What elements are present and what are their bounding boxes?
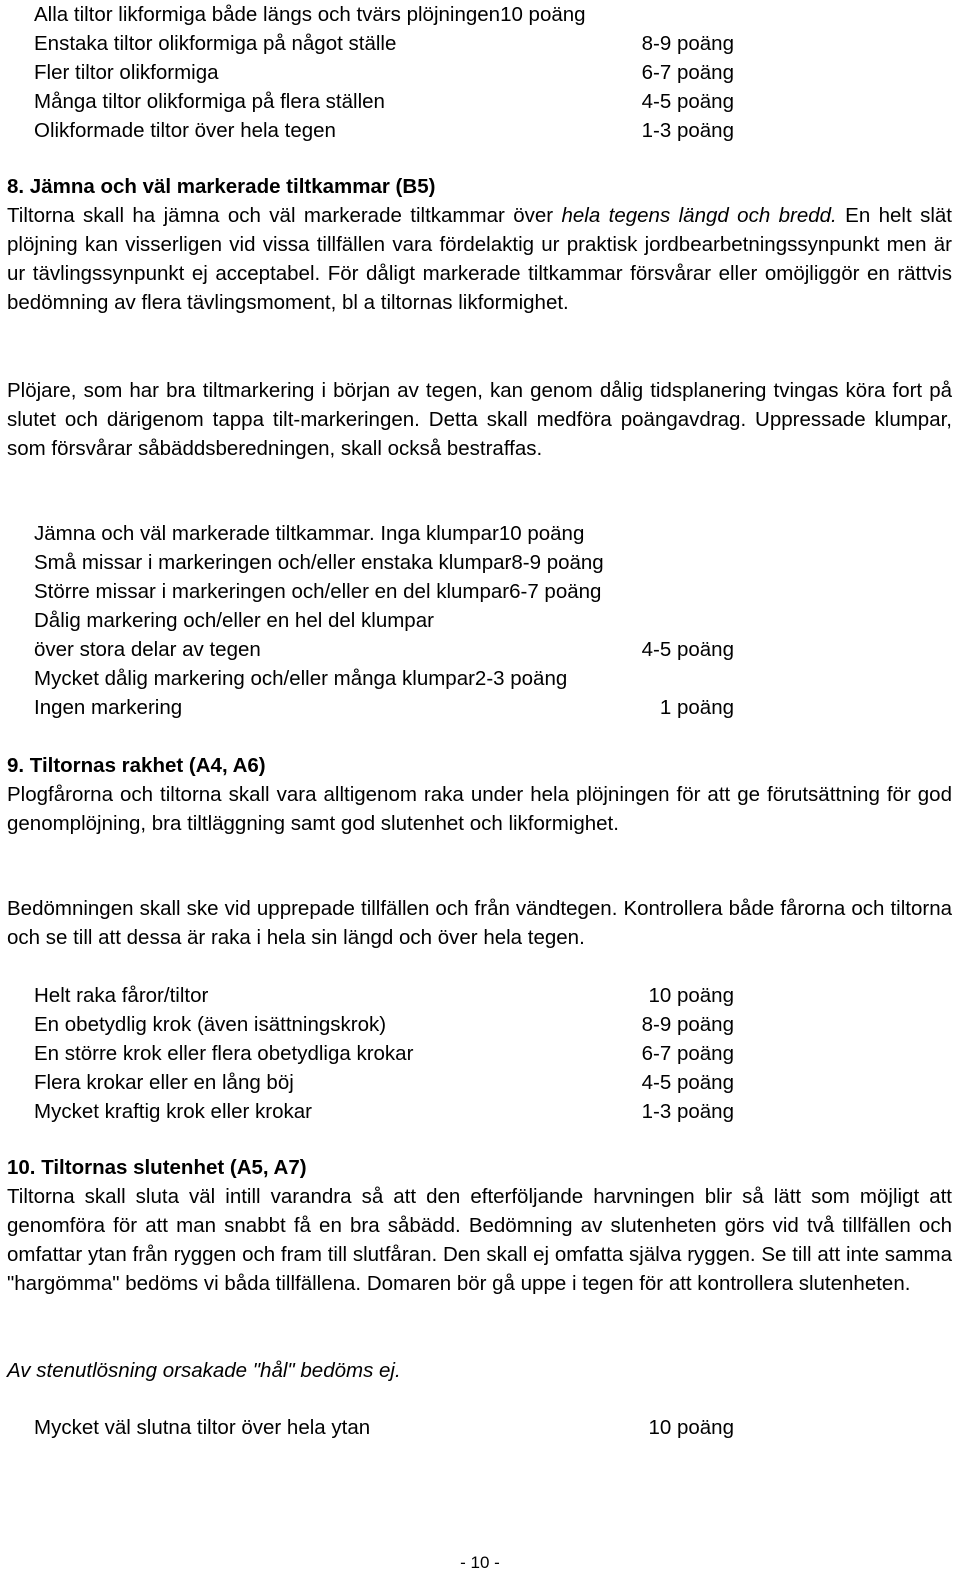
score-row: Jämna och väl markerade tiltkammar. Inga klumpar10 poäng bbox=[34, 522, 585, 545]
score-row-text: Alla tiltor likformiga både längs och tvärs plöjningen10 poäng bbox=[34, 3, 586, 26]
section-9-heading: 9. Tiltornas rakhet (A4, A6) bbox=[7, 754, 266, 777]
score-row bbox=[34, 0, 734, 29]
score-row: Mycket väl slutna tiltor över hela ytan 10 poäng bbox=[34, 1416, 734, 1439]
score-row-points: 6-7 poäng bbox=[641, 61, 734, 84]
top-score-list bbox=[34, 0, 734, 145]
score-row bbox=[34, 58, 734, 87]
section-9-paragraph-2: Bedömningen skall ske vid upprepade tillfällen och från vändtegen. Kontrollera både fårorna och tiltorna och se till att dessa är raka i hela sin längd och över hela tegen. bbox=[7, 897, 952, 949]
score-row: över stora delar av tegen 4-5 poäng bbox=[34, 638, 734, 661]
score-row: En obetydlig krok (även isättningskrok) 8-9 poäng bbox=[34, 1013, 734, 1036]
section-8-paragraph-1: Tiltorna skall ha jämna och väl markerade tiltkammar över hela tegens längd och bredd. En helt slät plöjning kan visserligen vid vissa tillfällen vara fördelaktig ur praktisk jordbearbetningssynpunkt men är ur tävlingssynpunkt ej acceptabel. För dåligt markerade tiltkammar försvårar eller omöjliggör en rättvis bedömning av flera tävlingsmoment, bl a tiltornas likformighet. bbox=[7, 204, 952, 314]
section-8-paragraph-2: Plöjare, som har bra tiltmarkering i början av tegen, kan genom dålig tidsplanering tvingas köra fort på slutet och därigenom tappa tilt-markeringen. Detta skall medföra poängavdrag. Uppressade klumpar, som försvårar såbäddsberedningen, skall också bestraffas. bbox=[7, 379, 952, 460]
section-8-heading: 8. Jämna och väl markerade tiltkammar (B5) bbox=[7, 175, 436, 198]
score-row-points: 8-9 poäng bbox=[641, 32, 734, 55]
score-row-label: Olikformade tiltor över hela tegen bbox=[34, 119, 336, 142]
page-number: - 10 - bbox=[460, 1553, 500, 1572]
score-row: En större krok eller flera obetydliga krokar 6-7 poäng bbox=[34, 1042, 734, 1065]
score-row-label: Enstaka tiltor olikformiga på något ställe bbox=[34, 32, 397, 55]
score-row bbox=[34, 29, 734, 58]
score-row: Flera krokar eller en lång böj 4-5 poäng bbox=[34, 1071, 734, 1094]
section-9-paragraph-1: Plogfårorna och tiltorna skall vara alltigenom raka under hela plöjningen för att ge förutsättning för god genomplöjning, bra tiltläggning samt god slutenhet och likformighet. bbox=[7, 783, 952, 835]
score-row-label: Fler tiltor olikformiga bbox=[34, 61, 219, 84]
score-row bbox=[34, 87, 734, 116]
score-row: Större missar i markeringen och/eller en del klumpar6-7 poäng bbox=[34, 580, 602, 603]
score-row: Dålig markering och/eller en hel del klumpar bbox=[34, 609, 434, 632]
score-row-label: Många tiltor olikformiga på flera ställen bbox=[34, 90, 385, 113]
score-row: Små missar i markeringen och/eller enstaka klumpar8-9 poäng bbox=[34, 551, 604, 574]
section-8-score-list bbox=[34, 519, 734, 722]
score-row: Mycket kraftig krok eller krokar 1-3 poäng bbox=[34, 1100, 734, 1123]
score-row: Helt raka fåror/tiltor 10 poäng bbox=[34, 984, 734, 1007]
section-10-heading: 10. Tiltornas slutenhet (A5, A7) bbox=[7, 1156, 307, 1179]
score-row: Mycket dålig markering och/eller många klumpar2-3 poäng bbox=[34, 667, 568, 690]
score-row: Ingen markering 1 poäng bbox=[34, 696, 734, 719]
score-row-points: 1-3 poäng bbox=[641, 119, 734, 142]
score-row bbox=[34, 116, 734, 145]
section-9-score-list bbox=[34, 981, 734, 1126]
score-row-points: 4-5 poäng bbox=[641, 90, 734, 113]
section-10-score-list bbox=[34, 1413, 734, 1442]
section-10-paragraph-1: Tiltorna skall sluta väl intill varandra så att den efterföljande harvningen blir så lätt som möjligt att genomföra för att man snabbt få en bra såbädd. Bedömning av slutenheten görs vid två tillfällen och omfattar ytan från ryggen och fram till slutfåran. Den skall ej omfatta själva ryggen. Se till att inte samma "hargömma" bedöms vi båda tillfällena. Domaren bör gå uppe i tegen för att kontrollera slutenheten. bbox=[7, 1185, 952, 1295]
section-10-note: Av stenutlösning orsakade "hål" bedöms ej. bbox=[7, 1359, 401, 1382]
